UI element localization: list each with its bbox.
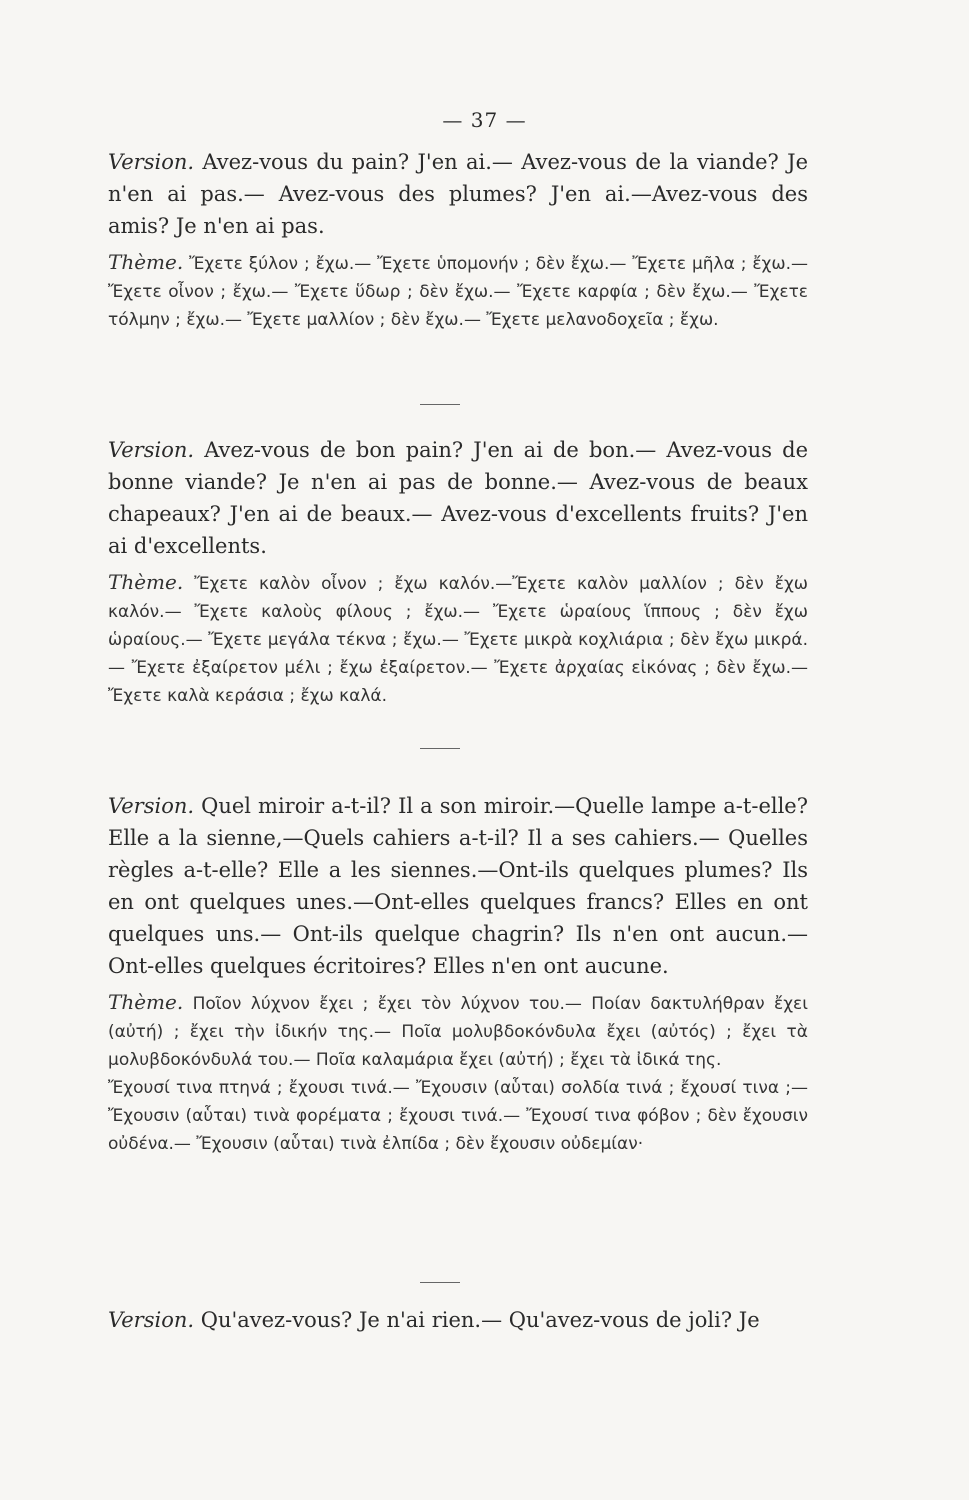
- theme-label: Thème.: [108, 990, 184, 1014]
- theme-text: Ἔχετε ξύλον ; ἔχω.— Ἔχετε ὑπομονήν ; δὲν ἔχω.— Ἔχετε μῆλα ; ἔχω.— Ἔχετε οἶνον ; ἔχω.— Ἔχετε ὕδωρ ; δὲν ἔχω.— Ἔχετε καρφία ; δὲν ἔχω.— Ἔχετε τόλμην ; ἔχω.— Ἔχετε μαλλίον ; δὲν ἔχω.— Ἔχετε μελανοδοχεῖα ; ἔχω.: [108, 254, 809, 330]
- theme-paragraph-2: [108, 568, 808, 710]
- version-paragraph-1: [108, 146, 808, 242]
- version-paragraph-2: [108, 434, 808, 562]
- version-label: Version.: [108, 1308, 195, 1332]
- version-label: Version.: [108, 794, 195, 818]
- exercise-section-2: [108, 434, 808, 710]
- section-divider: [420, 748, 460, 749]
- version-label: Version.: [108, 438, 195, 462]
- theme-paragraph-1: [108, 248, 808, 334]
- version-paragraph-3: [108, 790, 808, 982]
- version-text: Avez-vous de bon pain? J'en ai de bon.— Avez-vous de bonne viande? Je n'en ai pas de bonne.— Avez-vous de beaux chapeaux? J'en ai de beaux.— Avez-vous d'excellents fruits? J'en ai d'excellents.: [108, 438, 808, 558]
- theme-text: Ἔχετε καλὸν οἶνον ; ἔχω καλόν.—Ἔχετε καλὸν μαλλίον ; δὲν ἔχω καλόν.— Ἔχετε καλοὺς φίλους ; ἔχω.— Ἔχετε ὡραίους ἵππους ; δὲν ἔχω ὡραίους.— Ἔχετε μεγάλα τέκνα ; ἔχω.— Ἔχετε μικρὰ κοχλιάρια ; δὲν ἔχω μικρά.— Ἔχετε ἐξαίρετον μέλι ; ἔχω ἐξαίρετον.— Ἔχετε ἀρχαίας εἰκόνας ; δὲν ἔχω.— Ἔχετε καλὰ κεράσια ; ἔχω καλά.: [108, 574, 808, 706]
- theme-text-2: Ἔχουσί τινα πτηνά ; ἔχουσι τινά.— Ἔχουσιν (αὗται) σολδία τινά ; ἔχουσί τινα ;— Ἔχουσιν (αὗται) τινὰ φορέματα ; ἔχουσι τινά.— Ἔχουσί τινα φόβον ; δὲν ἔχουσιν οὐδένα.— Ἔχουσιν (αὗται) τινὰ ἐλπίδα ; δὲν ἔχουσιν οὐδεμίαν·: [108, 1078, 808, 1154]
- exercise-section-1: [108, 146, 808, 334]
- section-divider: [420, 404, 460, 405]
- version-text: Qu'avez-vous? Je n'ai rien.— Qu'avez-vous de joli? Je: [200, 1308, 760, 1332]
- version-text: Avez-vous du pain? J'en ai.— Avez-vous de la viande? Je n'en ai pas.— Avez-vous des plumes? J'en ai.—Avez-vous des amis? Je n'en ai pas.: [108, 150, 809, 238]
- theme-label: Thème.: [108, 570, 184, 594]
- exercise-section-4: [108, 1304, 808, 1336]
- theme-paragraph-3b: [108, 1074, 808, 1158]
- version-text: Quel miroir a-t-il? Il a son miroir.—Quelle lampe a-t-elle? Elle a la sienne,—Quels cahiers a-t-il? Il a ses cahiers.— Quelles règles a-t-elle? Elle a les siennes.—Ont-ils quelques plumes? Ils en ont quelques unes.—Ont-elles quelques francs? Elles en ont quelques uns.— Ont-ils quelque chagrin? Ils n'en ont aucun.— Ont-elles quelques écritoires? Elles n'en ont aucune.: [108, 794, 808, 978]
- theme-label: Thème.: [108, 250, 184, 274]
- exercise-section-3: [108, 790, 808, 1158]
- page-number: — 37 —: [442, 108, 527, 132]
- theme-paragraph-3: [108, 988, 808, 1074]
- version-label: Version.: [108, 150, 195, 174]
- theme-text: Ποῖον λύχνον ἔχει ; ἔχει τὸν λύχνον του.— Ποίαν δακτυλήθραν ἔχει (αὐτή) ; ἔχει τὴν ἰδικήν της.— Ποῖα μολυβδοκόνδυλα ἔχει (αὐτός) ; ἔχει τὰ μολυβδοκόνδυλά του.— Ποῖα καλαμάρια ἔχει (αὐτή) ; ἔχει τὰ ἰδικά της.: [108, 994, 808, 1070]
- version-paragraph-4: [108, 1304, 808, 1336]
- section-divider: [420, 1282, 460, 1283]
